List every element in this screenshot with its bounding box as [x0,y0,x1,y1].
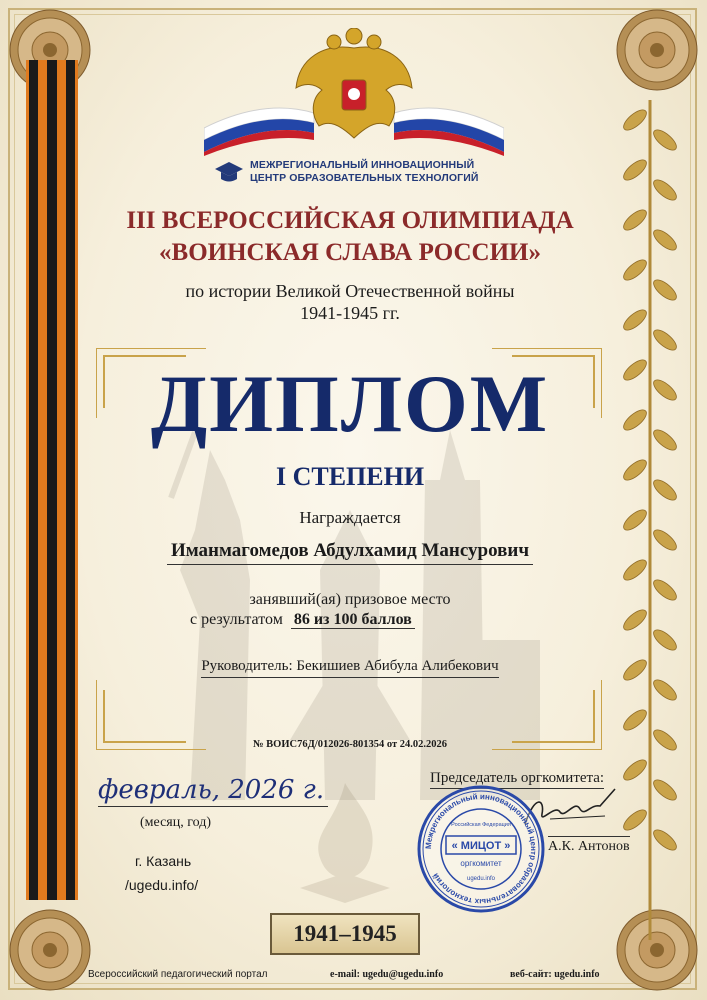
result-value: 86 из 100 баллов [291,611,415,629]
chair-label: Председатель оргкомитета: [430,769,604,789]
stamp-center-text: « МИЦОТ » [451,840,511,852]
issue-month: февраль, 2026 г. [98,774,328,807]
stamp-site-text: ugedu.info [466,876,496,882]
laurel-branch [615,100,685,940]
stamp-ring-text: Межрегиональный инновационный центр образовательных технологий [423,791,539,907]
issue-month-label: (месяц, год) [140,815,212,830]
certificate-number: № ВОИС76Д/012026-801354 от 24.02.2026 [252,739,447,750]
coat-of-arms-emblem [204,28,504,156]
olympiad-subtitle-line-1: по истории Великой Отечественной войны [185,281,515,301]
footer-email: e-mail: ugedu@ugedu.info [330,969,444,980]
st-george-ribbon [26,60,78,900]
eternal-flame-watermark [290,778,400,908]
footer-website: веб-сайт: ugedu.info [510,969,600,980]
organization-line-2: ЦЕНТР ОБРАЗОВАТЕЛЬНЫХ ТЕХНОЛОГИЙ [250,172,479,184]
olympiad-title-line-2: «ВОИНСКАЯ СЛАВА РОССИИ» [159,239,541,266]
olympiad-title-line-1: III ВСЕРОССИЙСКАЯ ОЛИМПИАДА [126,207,574,234]
organization-name [250,159,479,185]
signer-name: А.К. Антонов [548,836,630,856]
organization-line-1: МЕЖРЕГИОНАЛЬНЫЙ ИННОВАЦИОННЫЙ [250,159,475,171]
result-line [190,610,415,630]
awarded-label: Награждается [299,508,401,527]
recipient-block [120,540,580,565]
place-text: занявший(ая) призовое место [249,591,451,608]
diploma-degree: I СТЕПЕНИ [275,462,425,491]
olympiad-subtitle-line-2: 1941-1945 гг. [300,303,400,323]
organization-stamp [416,784,546,914]
issue-city: г. Казань [135,853,192,869]
graduation-cap-icon [214,160,244,184]
years-plaque-text: 1941–1945 [293,921,397,946]
recipient-name: Иманмагомедов Абдулхамид Мансурович [167,540,533,565]
corner-medallion-bottom-left [8,908,92,992]
corner-medallion-top-right [615,8,699,92]
stamp-country-text: Российская Федерация [451,822,511,828]
diploma-title: ДИПЛОМ [150,358,550,449]
stamp-sub-text: оргкомитет [460,859,502,868]
leader-name: Руководитель: Бекишиев Абибула Алибекович [201,657,498,678]
result-label: с результатом [190,611,283,628]
years-plaque [270,913,420,955]
organization-block [214,158,494,188]
leader-block [160,657,540,678]
footer-portal: Всероссийский педагогический портал [88,969,268,980]
issue-site: /ugedu.info/ [125,877,199,893]
